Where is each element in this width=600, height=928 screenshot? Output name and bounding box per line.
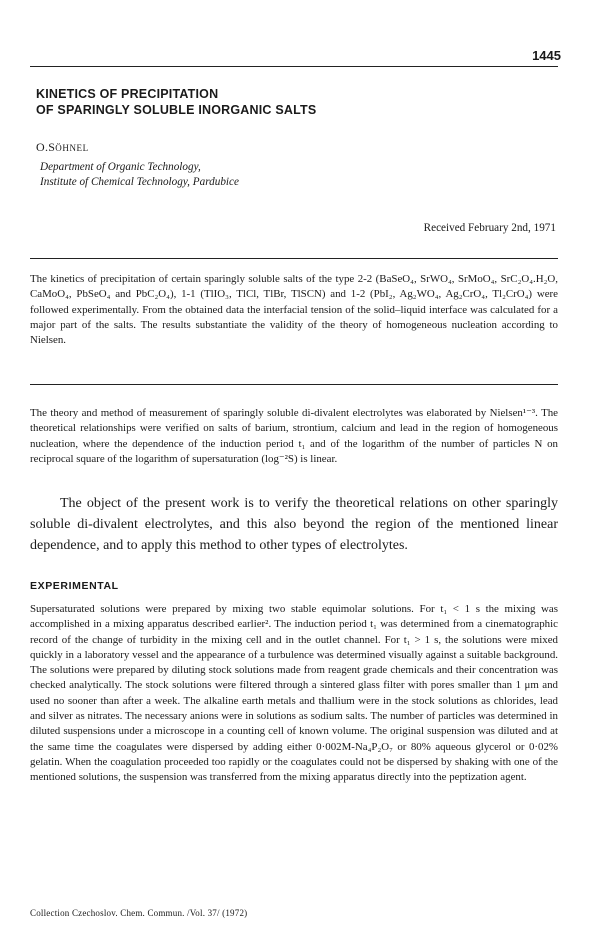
intro-paragraph: The theory and method of measurement of sparingly soluble di-divalent electrolytes was elaborated by Nielsen¹⁻³. The theoretical relationships were verified on salts of barium, strontium, calcium and lead in the region of homogeneous nucleation, where the dependence of the induction period t₁ and of the logarithm of the number of particles N on reciprocal square of the logarithm of supersaturation (log⁻²S) is linear. [30,407,558,465]
objective-paragraph: The object of the present work is to verify the theoretical relations on other sparingly soluble di-divalent electrolytes, and this also beyond the region of the mentioned linear dependence, and to apply this method to other types of electrolytes. [30,496,558,553]
abstract-top-rule [30,258,558,259]
journal-footer: Collection Czechoslov. Chem. Commun. /Vol. 37/ (1972) [30,908,248,918]
author-surname: ÖHNEL [55,143,89,153]
section-heading: EXPERIMENTAL [30,580,119,592]
abstract: The kinetics of precipitation of certain sparingly soluble salts of the type 2-2 (BaSeO₄, SrWO₄, SrMoO₄, SrC₂O₄.H₂O, CaMoO₄, PbSeO₄ and PbC₂O₄), 1-1 (TlIO₃, TlCl, TlBr, TlSCN) and 1-2 (PbI₂, Ag₂WO₄, Ag₂CrO₄, Tl₂CrO₄) were followed experimentally. From the obtained data the interfacial tension of the solid–liquid interface was calculated for a major part of the salts. The results substantiate the validity of the theory of homogeneous nucleation according to Nielsen. [30,273,558,347]
received-date: Received February 2nd, 1971 [423,222,556,234]
affiliation-line-1: Department of Organic Technology, [40,161,201,173]
title-line-1: KINETICS OF PRECIPITATION [36,87,219,101]
header-rule [30,66,558,67]
article-title [36,86,556,118]
page-number: 1445 [532,48,561,63]
abstract-bottom-rule [30,384,558,385]
affiliation [40,160,239,190]
title-line-2: OF SPARINGLY SOLUBLE INORGANIC SALTS [36,103,317,117]
author [36,140,89,155]
experimental-paragraph: Supersaturated solutions were prepared by mixing two stable equimolar solutions. For t₁ < 1 s the mixing was accomplished in a mixing apparatus described earlier². The induction period t₁ was determined from a cinematographic record of the change of turbidity in the mixing cell and in the outlet channel. For t₁ > 1 s, the solutions were mixed quickly in a laboratory vessel and the appearance of a turbulence was determined visually against a suitable background. The solutions were prepared by diluting stock solutions made from reagent grade chemicals and their concentration was checked analytically. The stock solutions were filtered through a sintered glass filter with pores smaller than 1 μm and used no sooner than after a week. The alkaline earth metals and thallium were in the stock solutions as chlorides, lead and silver as nitrates. The necessary anions were in solutions as sodium salts. The number of particles was determined in diluted suspensions under a microscope in a counting cell of known volume. The original suspension was diluted and at the same time the coagulates were dispersed by adding either 0·002M-Na₄P₂O₇ or 80% aqueous glycerol or 0·02% gelatin. When the coagulation proceeded too rapidly or the coagulates could not be dispersed by shaking with one of the mentioned solutions, the suspension was transferred from the mixing apparatus directly into the peptization agent. [30,603,558,784]
author-initial: O.S [36,140,56,154]
affiliation-line-2: Institute of Chemical Technology, Pardubice [40,176,239,188]
